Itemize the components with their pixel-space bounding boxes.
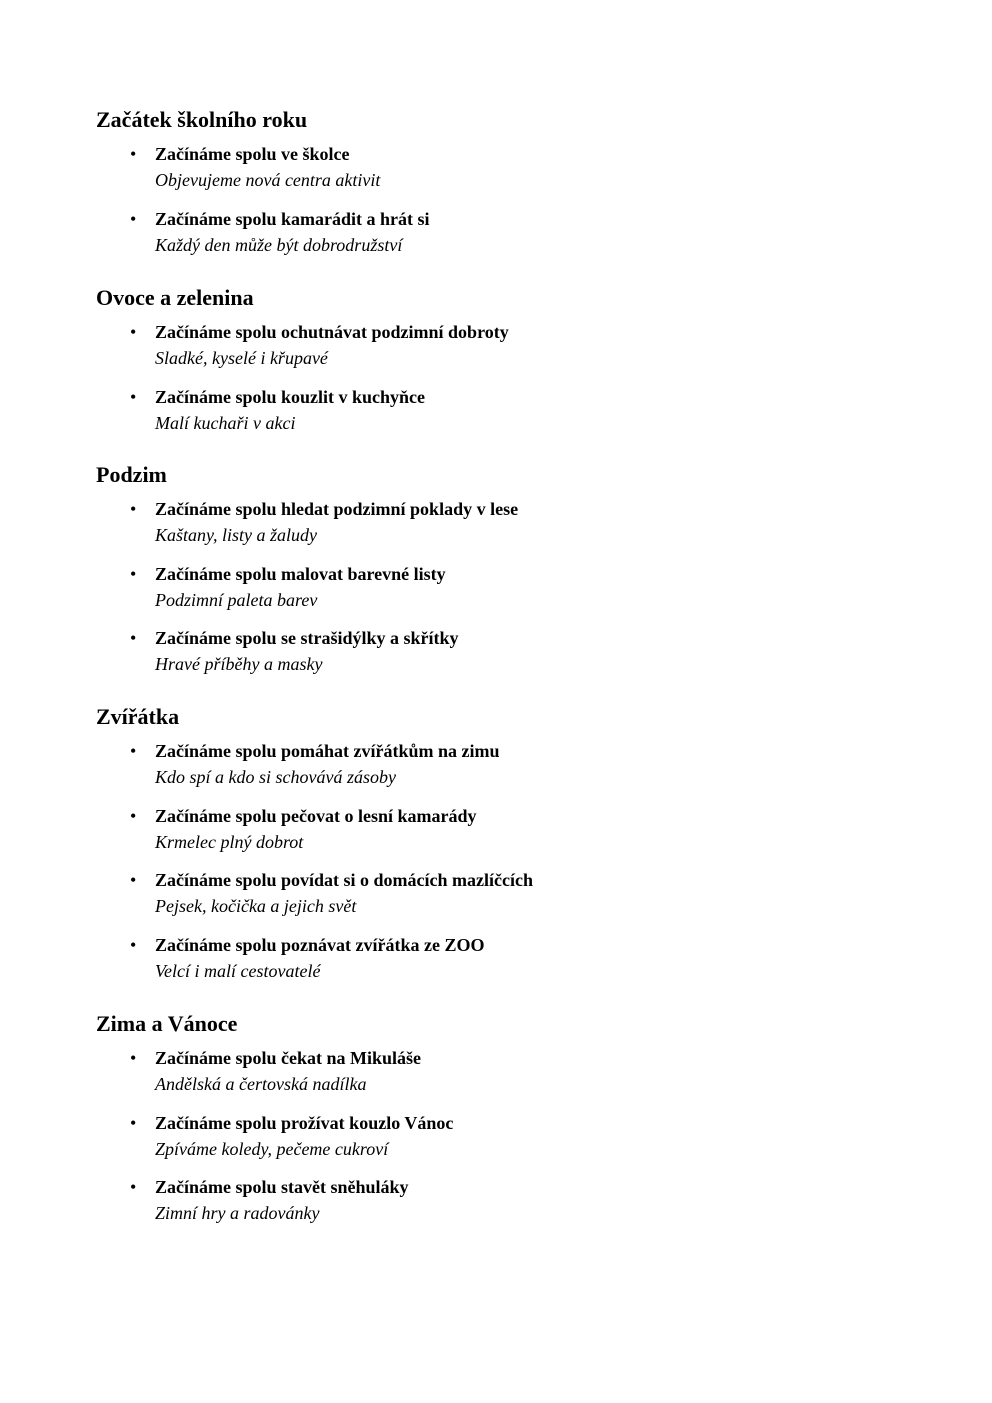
item-title: Začínáme spolu čekat na Mikuláše — [155, 1048, 422, 1068]
item-title: Začínáme spolu pomáhat zvířátkům na zimu — [155, 741, 500, 761]
item-subtitle: Zimní hry a radovánky — [155, 1203, 320, 1223]
bullet-icon: • — [130, 499, 137, 519]
bullet-icon: • — [130, 208, 137, 229]
bullet-icon: • — [130, 628, 137, 648]
list-item — [96, 319, 896, 372]
item-title: Začínáme spolu hledat podzimní poklady v lese — [155, 499, 519, 519]
list-item — [96, 625, 896, 678]
section-winter-and-christmas — [96, 1011, 896, 1227]
section-start-of-school-year — [96, 107, 896, 259]
list-item — [96, 1174, 896, 1227]
item-subtitle: Andělská a čertovská nadílka — [155, 1074, 367, 1094]
section-fruit-and-vegetables — [96, 285, 896, 437]
list-item — [96, 141, 896, 194]
bullet-icon: • — [130, 322, 137, 342]
topic-list — [96, 319, 896, 437]
item-subtitle: Kdo spí a kdo si schovává zásoby — [155, 767, 396, 787]
item-title: Začínáme spolu se strašidýlky a skřítky — [155, 628, 459, 648]
item-title: Začínáme spolu kamarádit a hrát si — [155, 208, 430, 229]
list-item — [96, 738, 896, 791]
list-item — [96, 1110, 896, 1163]
bullet-icon: • — [130, 870, 137, 890]
bullet-icon: • — [130, 386, 137, 407]
topic-list — [96, 738, 896, 985]
bullet-icon: • — [130, 934, 137, 955]
list-item — [96, 932, 896, 985]
list-item — [96, 206, 896, 259]
item-subtitle: Každý den může být dobrodružství — [155, 234, 403, 255]
item-subtitle: Sladké, kyselé i křupavé — [155, 348, 328, 368]
item-title: Začínáme spolu ve školce — [155, 144, 350, 164]
list-item — [96, 803, 896, 856]
section-heading: Začátek školního roku — [96, 107, 308, 132]
item-subtitle: Hravé příběhy a masky — [155, 654, 323, 674]
bullet-icon: • — [130, 1048, 137, 1068]
topic-list — [96, 141, 896, 259]
item-subtitle: Zpíváme koledy, pečeme cukroví — [155, 1138, 389, 1159]
list-item — [96, 384, 896, 437]
item-subtitle: Velcí i malí cestovatelé — [155, 960, 321, 981]
item-title: Začínáme spolu stavět sněhuláky — [155, 1177, 409, 1197]
bullet-icon: • — [130, 1112, 137, 1133]
bullet-icon: • — [130, 805, 137, 826]
item-subtitle: Pejsek, kočička a jejich svět — [155, 896, 357, 916]
list-item — [96, 1045, 896, 1098]
item-title: Začínáme spolu pečovat o lesní kamarády — [155, 805, 477, 826]
section-autumn — [96, 462, 896, 678]
section-heading: Podzim — [96, 462, 167, 487]
item-subtitle: Kaštany, listy a žaludy — [155, 525, 317, 545]
item-subtitle: Podzimní paleta barev — [155, 589, 318, 610]
item-title: Začínáme spolu prožívat kouzlo Vánoc — [155, 1112, 454, 1133]
list-item — [96, 867, 896, 920]
item-title: Začínáme spolu povídat si o domácích mazlíčcích — [155, 870, 533, 890]
item-subtitle: Objevujeme nová centra aktivit — [155, 170, 381, 190]
item-title: Začínáme spolu ochutnávat podzimní dobroty — [155, 322, 509, 342]
section-heading: Zvířátka — [96, 704, 180, 729]
bullet-icon: • — [130, 144, 137, 164]
topic-list — [96, 1045, 896, 1227]
section-animals — [96, 704, 896, 985]
item-title: Začínáme spolu malovat barevné listy — [155, 563, 446, 584]
item-subtitle: Krmelec plný dobrot — [155, 831, 304, 852]
section-heading: Zima a Vánoce — [96, 1011, 238, 1036]
item-title: Začínáme spolu poznávat zvířátka ze ZOO — [155, 934, 485, 955]
section-heading: Ovoce a zelenina — [96, 285, 254, 310]
bullet-icon: • — [130, 741, 137, 761]
list-item — [96, 561, 896, 614]
item-title: Začínáme spolu kouzlit v kuchyňce — [155, 386, 426, 407]
list-item — [96, 496, 896, 549]
bullet-icon: • — [130, 1177, 137, 1197]
topic-list — [96, 496, 896, 678]
item-subtitle: Malí kuchaři v akci — [155, 412, 296, 433]
bullet-icon: • — [130, 563, 137, 584]
